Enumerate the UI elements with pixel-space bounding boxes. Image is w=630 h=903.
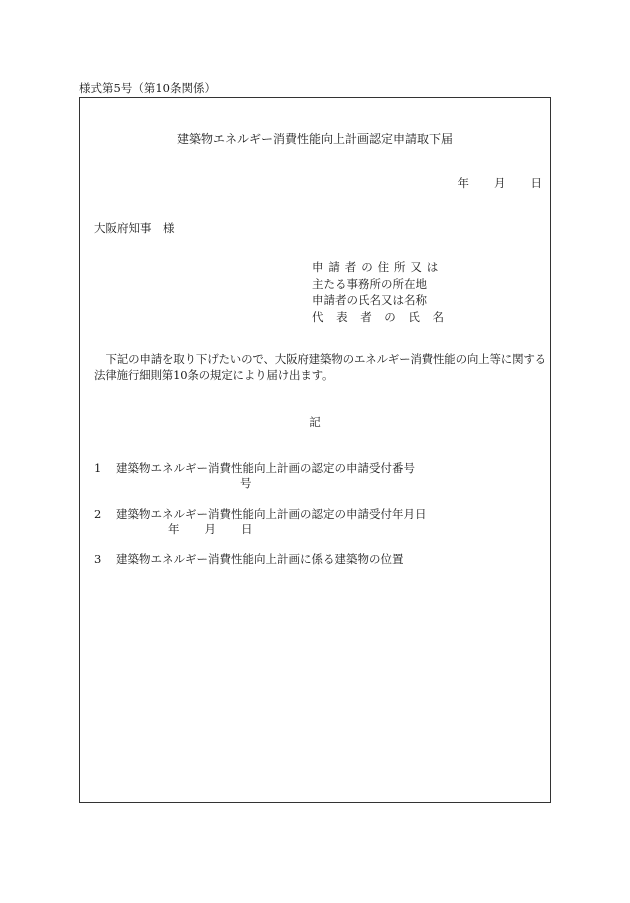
applicant-address-label: 申請者の住所又は xyxy=(312,260,444,274)
item-text: 建築物エネルギー消費性能向上計画の認定の申請受付番号 xyxy=(116,461,415,475)
date-year-label: 年 xyxy=(457,176,469,190)
item-2-month-label: 月 xyxy=(204,522,216,536)
item-number: 2 xyxy=(94,507,102,521)
form-number: 様式第5号（第10条関係） xyxy=(79,81,216,95)
item-2-day-label: 日 xyxy=(241,522,253,536)
applicant-office-label: 主たる事務所の所在地 xyxy=(312,276,427,291)
ki-heading: 記 xyxy=(309,415,321,429)
item-number: 1 xyxy=(94,461,102,475)
body-text: 下記の申請を取り下げたいので、大阪府建築物のエネルギー消費性能の向上等に関する法律施行細則第10条の規定により届け出ます。 xyxy=(94,352,546,382)
applicant-block xyxy=(312,259,457,325)
item-2 xyxy=(94,506,427,522)
date-line xyxy=(458,175,543,191)
form-frame xyxy=(79,97,551,803)
addressee: 大阪府知事 様 xyxy=(94,221,175,235)
item-text: 建築物エネルギー消費性能向上計画の認定の申請受付年月日 xyxy=(116,507,427,521)
item-3 xyxy=(94,551,404,567)
item-text: 建築物エネルギー消費性能向上計画に係る建築物の位置 xyxy=(116,552,404,566)
item-2-year-label: 年 xyxy=(168,522,180,536)
applicant-name-label: 申請者の氏名又は名称 xyxy=(312,293,427,307)
item-1-sub: 号 xyxy=(240,476,252,490)
applicant-representative-label: 代表者の氏名 xyxy=(312,309,457,324)
item-1 xyxy=(94,460,415,476)
date-month-label: 月 xyxy=(494,176,506,190)
item-2-sub xyxy=(168,521,253,537)
date-day-label: 日 xyxy=(530,176,542,190)
form-title: 建築物エネルギー消費性能向上計画認定申請取下届 xyxy=(176,132,453,146)
item-number: 3 xyxy=(94,552,102,566)
